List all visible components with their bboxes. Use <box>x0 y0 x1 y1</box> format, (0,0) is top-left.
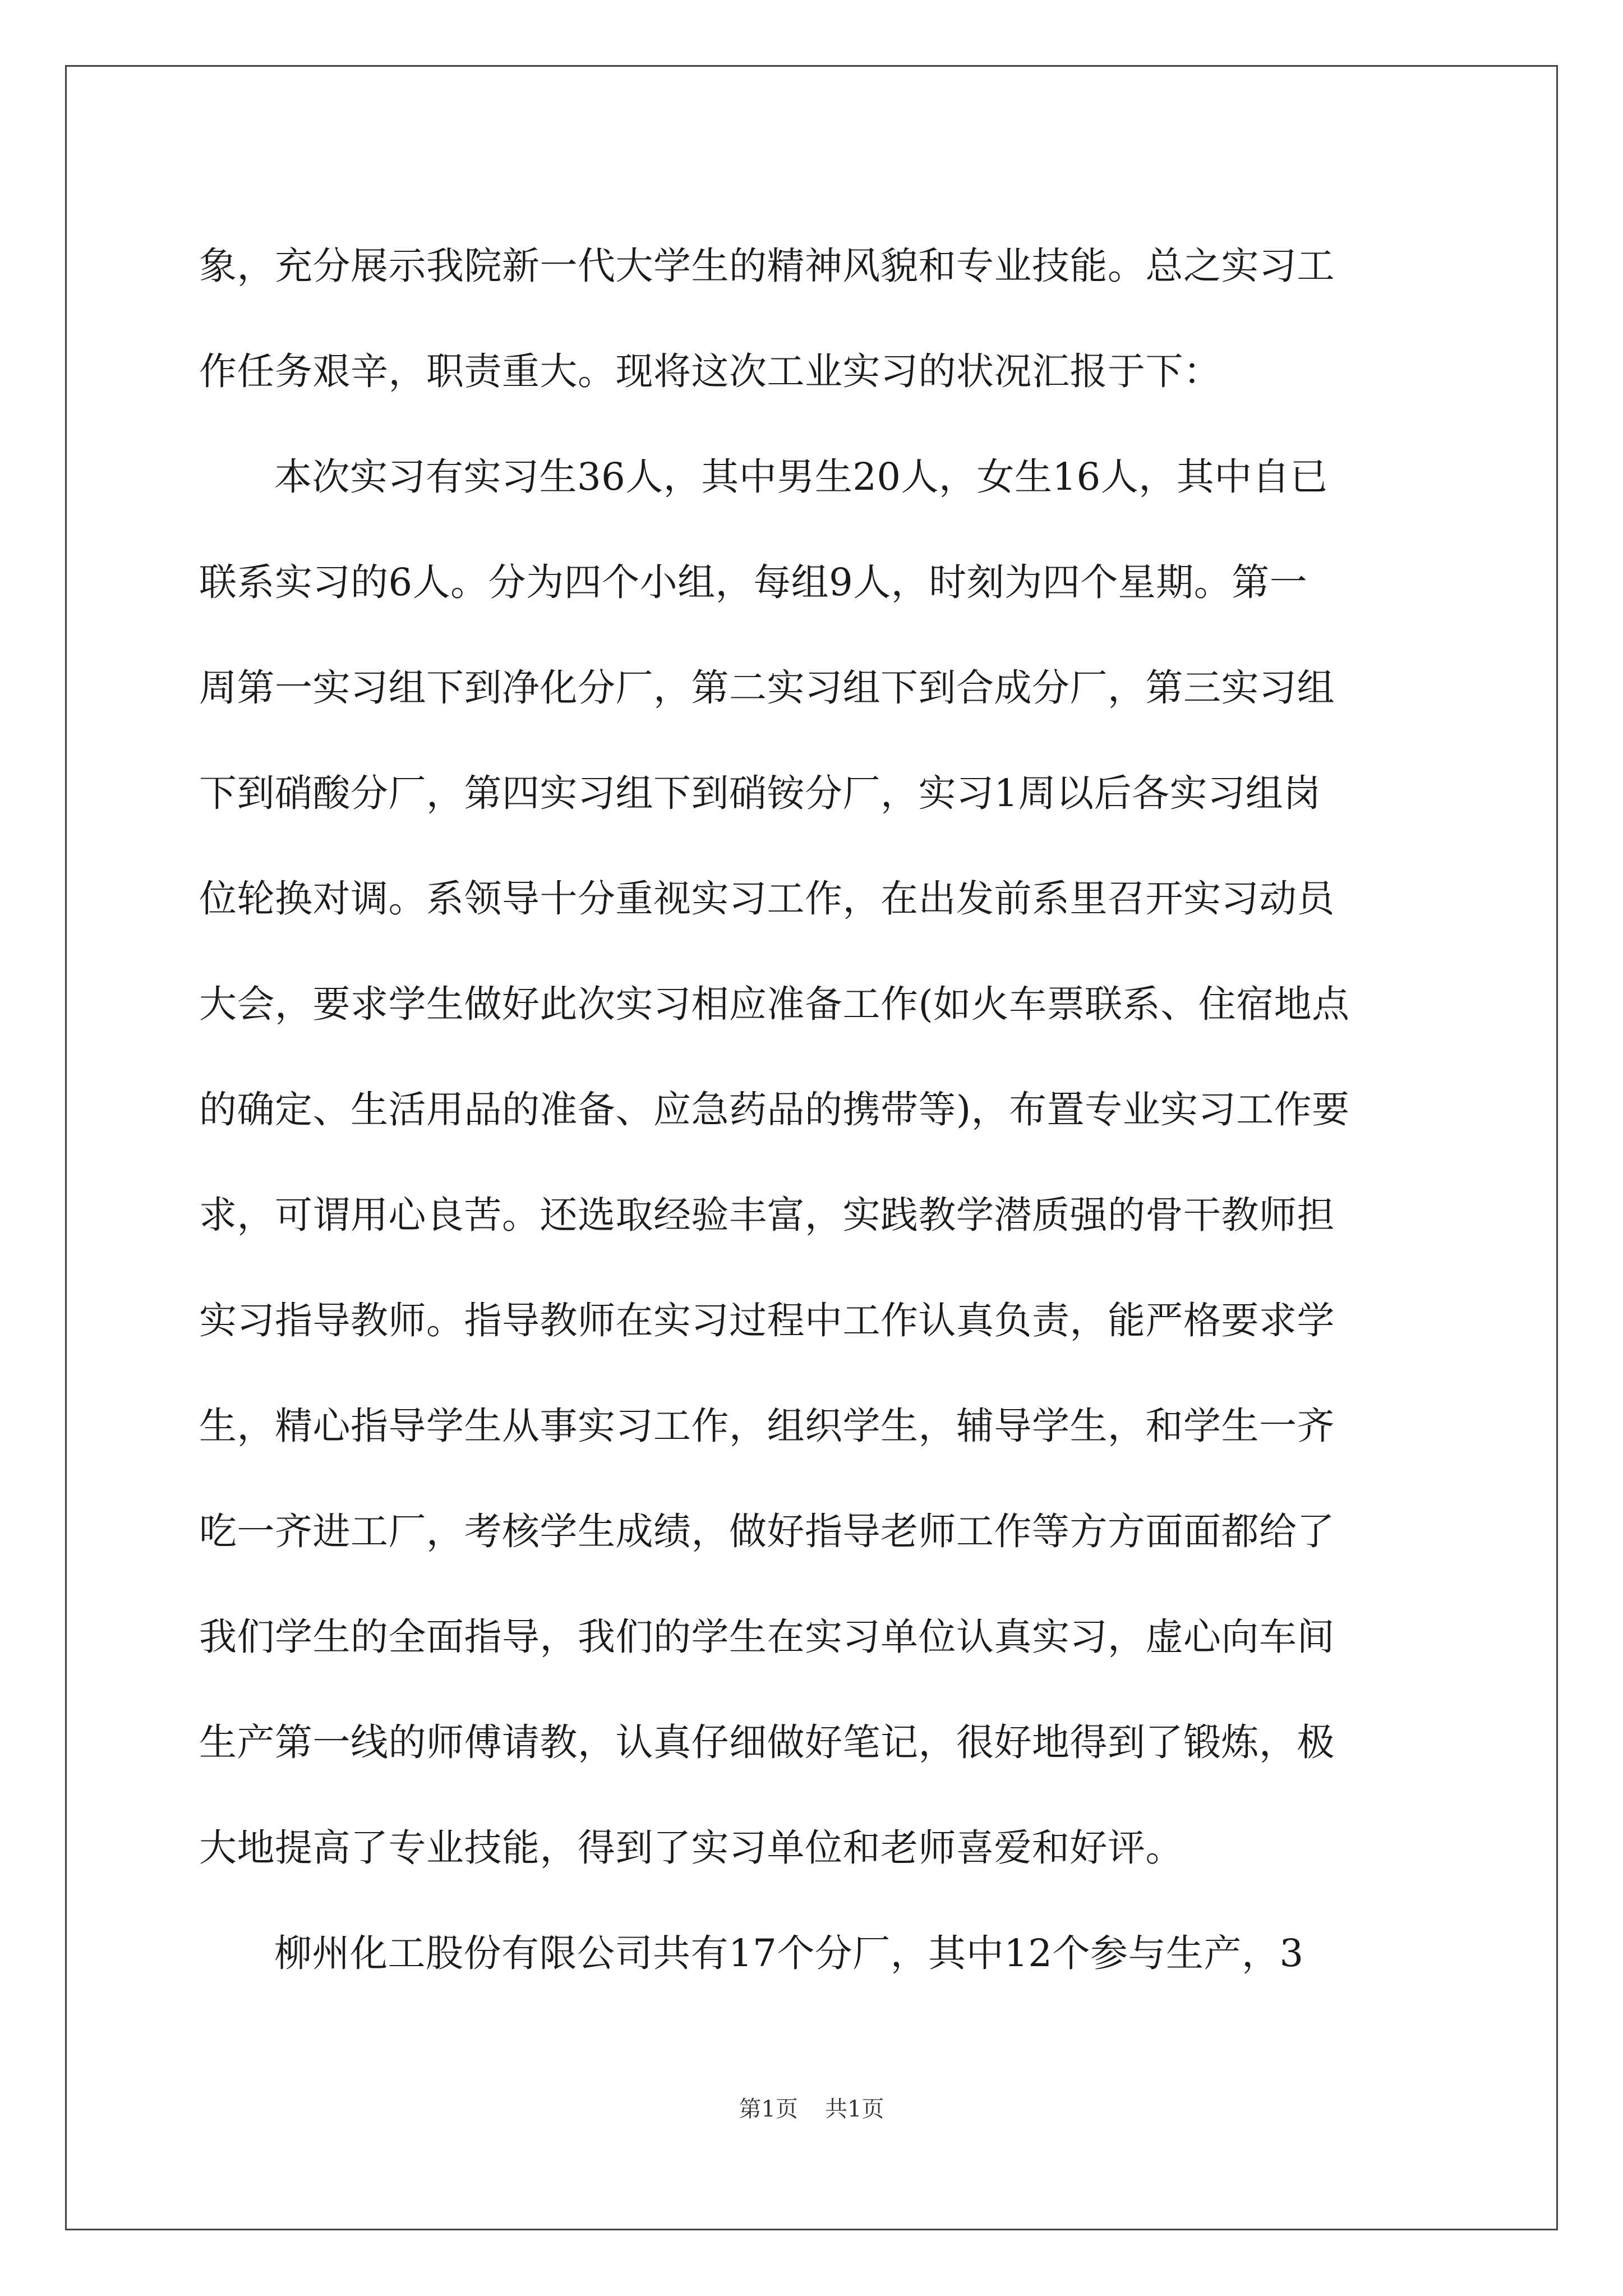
text-line: 位轮换对调。系领导十分重视实习工作，在出发前系里召开实习动员 <box>199 877 1335 921</box>
text-line: 大地提高了专业技能，得到了实习单位和老师喜爱和好评。 <box>199 1826 1183 1870</box>
text-line: 下到硝酸分厂，第四实习组下到硝铵分厂，实习1周以后各实习组岗 <box>199 771 1321 815</box>
document-body <box>199 213 1422 2006</box>
text-line: 作任务艰辛，职责重大。现将这次工业实习的状况汇报于下： <box>199 349 1221 393</box>
page-number: 第1页 <box>739 2096 798 2122</box>
text-line: 本次实习有实习生36人，其中男生20人，女生16人，其中自已 <box>274 455 1328 499</box>
text-line: 柳州化工股份有限公司共有17个分厂，其中12个参与生产，3 <box>274 1931 1304 1975</box>
text-line: 生产第一线的师傅请教，认真仔细做好笔记，很好地得到了锻炼，极 <box>199 1720 1335 1764</box>
text-line: 实习指导教师。指导教师在实习过程中工作认真负责，能严格要求学 <box>199 1299 1335 1342</box>
page-footer <box>0 2091 1623 2123</box>
text-line: 求，可谓用心良苦。还选取经验丰富，实践教学潜质强的骨干教师担 <box>199 1193 1335 1237</box>
text-line: 的确定、生活用品的准备、应急药品的携带等)，布置专业实习工作要 <box>199 1088 1350 1131</box>
text-line: 生，精心指导学生从事实习工作，组织学生，辅导学生，和学生一齐 <box>199 1404 1335 1448</box>
text-line: 我们学生的全面指导，我们的学生在实习单位认真实习，虚心向车间 <box>199 1615 1335 1659</box>
page-total: 共1页 <box>825 2096 884 2122</box>
text-line: 联系实习的6人。分为四个小组，每组9人，时刻为四个星期。第一 <box>199 560 1308 604</box>
text-line: 象，充分展示我院新一代大学生的精神风貌和专业技能。总之实习工 <box>199 244 1335 288</box>
text-line: 吃一齐进工厂，考核学生成绩，做好指导老师工作等方方面面都给了 <box>199 1510 1335 1553</box>
text-line: 大会，要求学生做好此次实习相应准备工作(如火车票联系、住宿地点 <box>199 982 1350 1026</box>
text-line: 周第一实习组下到净化分厂，第二实习组下到合成分厂，第三实习组 <box>199 666 1335 710</box>
